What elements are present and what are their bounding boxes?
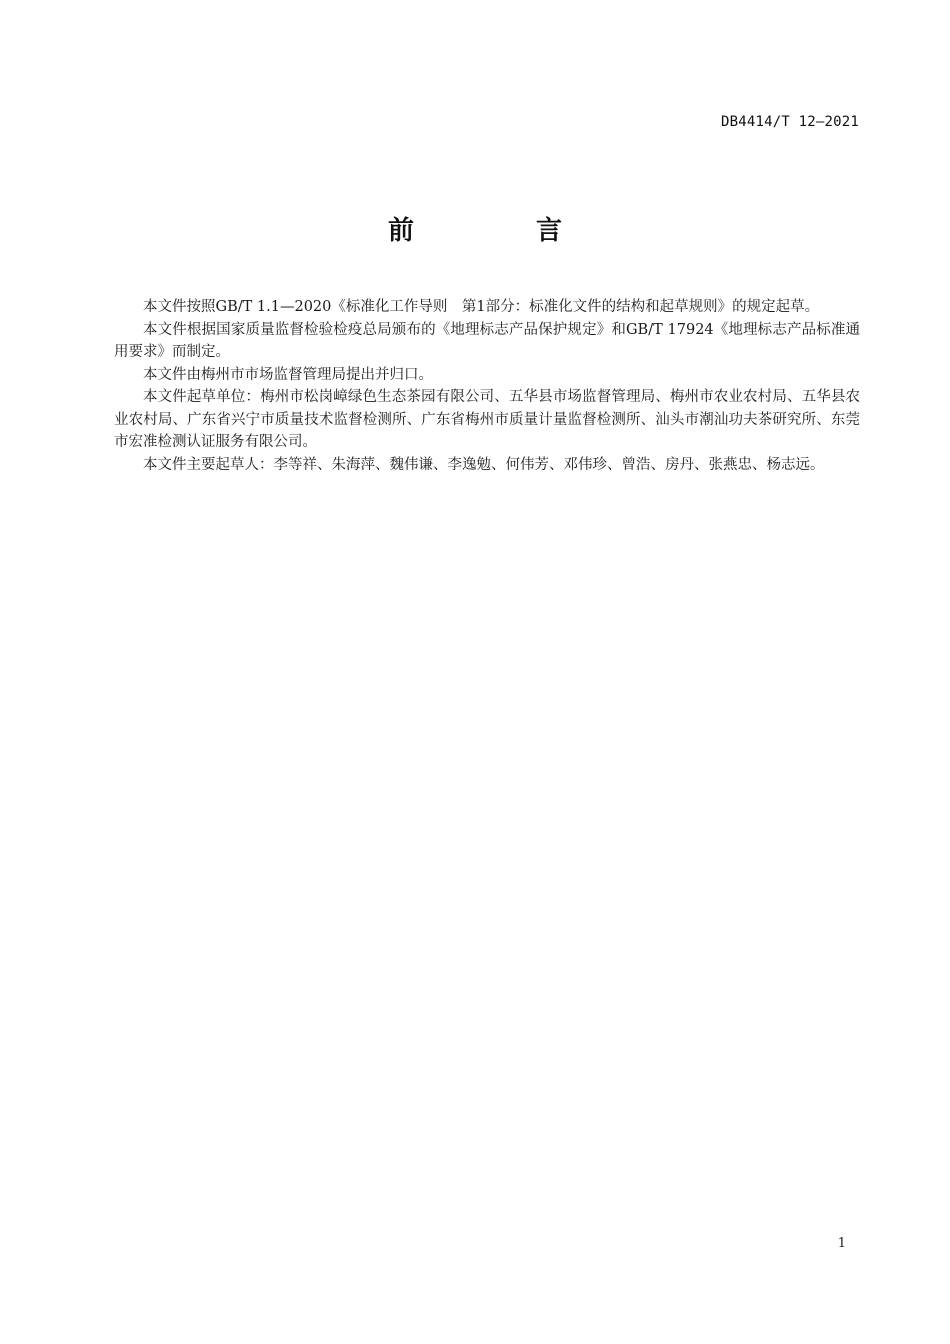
paragraph-basis: 本文件根据国家质量监督检验检疫总局颁布的《地理标志产品保护规定》和GB/T 17924《地理标志产品标准通用要求》而制定。 xyxy=(114,321,860,360)
paragraph-drafting-units: 本文件起草单位：梅州市松岗嶂绿色生态茶园有限公司、五华县市场监督管理局、梅州市农业农村局、五华县农业农村局、广东省兴宁市质量技术监督检测所、广东省梅州市质量计量监督检测所、汕头市潮汕功夫茶研究所、东莞市宏准检测认证服务有限公司。 xyxy=(114,389,860,450)
page-number: 1 xyxy=(837,1236,846,1251)
paragraph-drafting-rules: 本文件按照GB/T 1.1—2020《标准化工作导则 第1部分：标准化文件的结构和起草规则》的规定起草。 xyxy=(143,299,820,315)
paragraph-drafters: 本文件主要起草人：李等祥、朱海萍、魏伟谦、李逸勉、何伟芳、邓伟珍、曾浩、房丹、张燕忠、杨志远。 xyxy=(143,456,825,473)
document-code: DB4414/T 12—2021 xyxy=(720,114,859,130)
foreword-body xyxy=(114,296,860,476)
page-title: 前 言 xyxy=(387,216,610,246)
paragraph-proposer: 本文件由梅州市市场监督管理局提出并归口。 xyxy=(143,366,433,383)
